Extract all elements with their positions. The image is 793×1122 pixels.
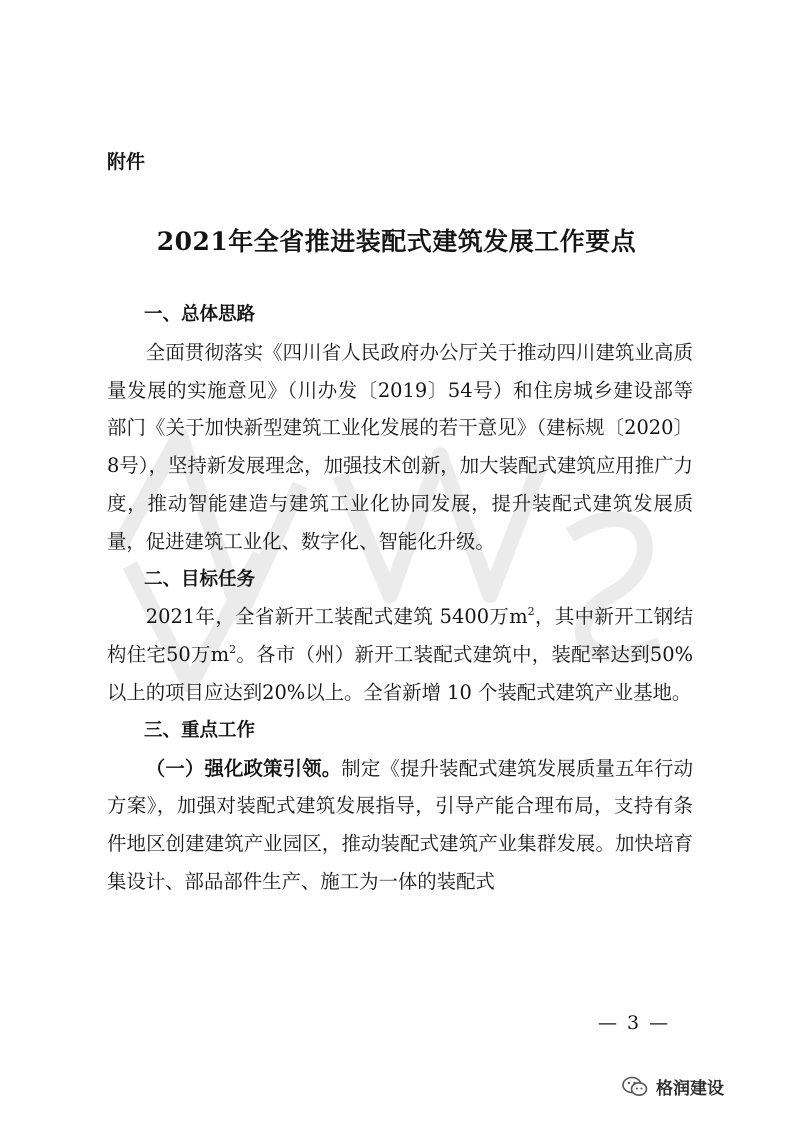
section-heading: 一、总体思路 [144, 304, 256, 325]
brand-name: 格润建设 [656, 1079, 724, 1099]
section-heading: 三、重点工作 [144, 719, 256, 741]
page-number: — 3 — [598, 1012, 671, 1034]
superscript: 2 [527, 605, 535, 619]
document-body [107, 296, 693, 901]
wechat-icon [622, 1076, 648, 1098]
document-title: 2021年全省推进装配式建筑发展工作要点 [156, 227, 637, 256]
section-paragraph [107, 750, 693, 901]
subsection-lead: （一）强化政策引领。 [145, 756, 342, 780]
superscript: 2 [229, 643, 237, 657]
section-paragraph [107, 598, 693, 711]
section-heading: 二、目标任务 [144, 568, 256, 590]
text-run: ，其中新开工钢结构住宅50万m [107, 605, 693, 667]
text-run: 。各市（州）新开工装配式建筑中，装配率达到50%以上的项目应达到20%以上。全省新增 10 个装配式建筑产业基地。 [107, 643, 693, 704]
section-paragraph: 全面贯彻落实《四川省人民政府办公厅关于推动四川建筑业高质量发展的实施意见》（川办发〔2019〕54号）和住房城乡建设部等部门《关于加快新型建筑工业化发展的若干意见》（建标规〔2020〕8号），坚持新发展理念，加强技术创新，加大装配式建筑应用推广力度，推动智能建造与建筑工业化协同发展，提升装配式建筑发展质量，促进建筑工业化、数字化、智能化升级。 [107, 340, 693, 553]
text-run: 2021年，全省新开工装配式建筑 5400万m [145, 605, 528, 629]
text-run: 制定《提升装配式建筑发展质量五年行动方案》，加强对装配式建筑发展指导，引导产能合理布局，支持有条件地区创建建筑产业园区，推动装配式建筑产业集群发展。加快培育集设计、部品部件生产、施工为一体的装配式 [107, 756, 694, 893]
brand-watermark [622, 1074, 724, 1099]
annex-label: 附件 [107, 151, 146, 173]
